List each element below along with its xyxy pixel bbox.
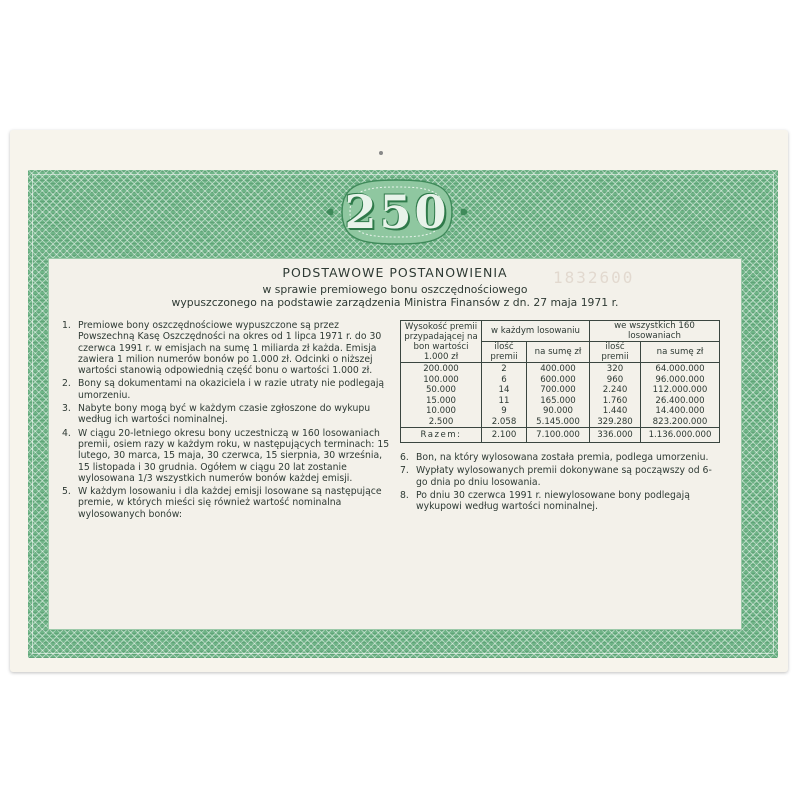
document-subtitle-line1: w sprawie premiowego bonu oszczędnościowego [262,283,528,296]
clause-3: 3. Nabyte bony mogą być w każdym czasie zgłoszone do wykupu według ich wartości nominalnej. [62,403,371,426]
table-row: 15.000 11 165.000 1.760 26.400.000 [401,396,720,407]
header-each-draw: w każdym losowaniu [482,321,590,342]
subheader-sum: na sumę zł [641,342,720,363]
clause-2: 2. Bony są dokumentami na okaziciela i w razie utraty nie podlegają umorzeniu. [62,378,385,401]
clause-1: 1. Premiowe bony oszczędnościowe wypuszczone są przez Powszechną Kasę Oszczędności na okres od 1 lipca 1971 r. do 30 czerwca 1991 r. w emisjach na sumę 1 miliarda zł każda. Emisja zawiera 1 milion numerów bonów po 1.000 zł. Odcinki o niższej wartości stanowią odpowiednią część bonu o wartości 1.000 zł. [62,320,382,377]
denomination-value: 250 [344,185,450,239]
clause-6: 6. Bon, na który wylosowana została premia, podlega umorzeniu. [400,452,709,463]
header-all-draws: we wszystkich 160 losowaniach [590,321,720,342]
clause-8: 8. Po dniu 30 czerwca 1991 r. niewylosowane bony podlegają wykupowi według wartości nominalnej. [400,489,690,513]
header-amount: Wysokość premii przypadającej na bon wartości 1.000 zł [401,321,482,363]
table-row: 200.000 2 400.000 320 64.000.000 [401,363,720,375]
subheader-count: ilość premii [482,342,527,363]
document-title: PODSTAWOWE POSTANOWIENIA [282,265,508,280]
table-row: 2.500 2.058 5.145.000 329.280 823.200.000 [401,417,720,428]
clause-7: 7. Wypłaty wylosowanych premii dokonywane są począwszy od 6-go dnia po dniu losowania. [400,465,712,488]
clause-4: 4. W ciągu 20-letniego okresu bony uczestniczą w 160 losowaniach premii, osiem razy w każdym roku, w następujących terminach: 15 lutego, 30 marca, 15 maja, 30 czerwca, 15 sierpnia, 30 września, 15 listopada i 30 grudnia. Ogółem w ciągu 20 lat zostanie wylosowana 1/3 wszystkich numerów bonów każdej emisji. [62,427,390,484]
table-row: 50.000 14 700.000 2.240 112.000.000 [401,385,720,396]
subheader-sum: na sumę zł [527,342,590,363]
clause-5: 5. W każdym losowaniu i dla każdej emisji losowane są następujące premie, w których mieści się również wartość nominalna wylosowanych bonów: [62,486,382,520]
table-total-row: Razem: 2.100 7.100.000 336.000 1.136.000.000 [401,428,720,443]
document-subtitle-line2: wypuszczonego na podstawie zarządzenia Ministra Finansów z dn. 27 maja 1971 r. [171,296,619,309]
pin-hole [379,151,383,155]
table-row: 100.000 6 600.000 960 96.000.000 [401,375,720,386]
subheader-count: ilość premii [590,342,641,363]
table-row: 10.000 9 90.000 1.440 14.400.000 [401,406,720,417]
prize-table [400,320,720,443]
ghost-serial-number: 1832600 [553,268,635,287]
clauses-right [400,452,722,514]
clauses-left [62,320,392,522]
